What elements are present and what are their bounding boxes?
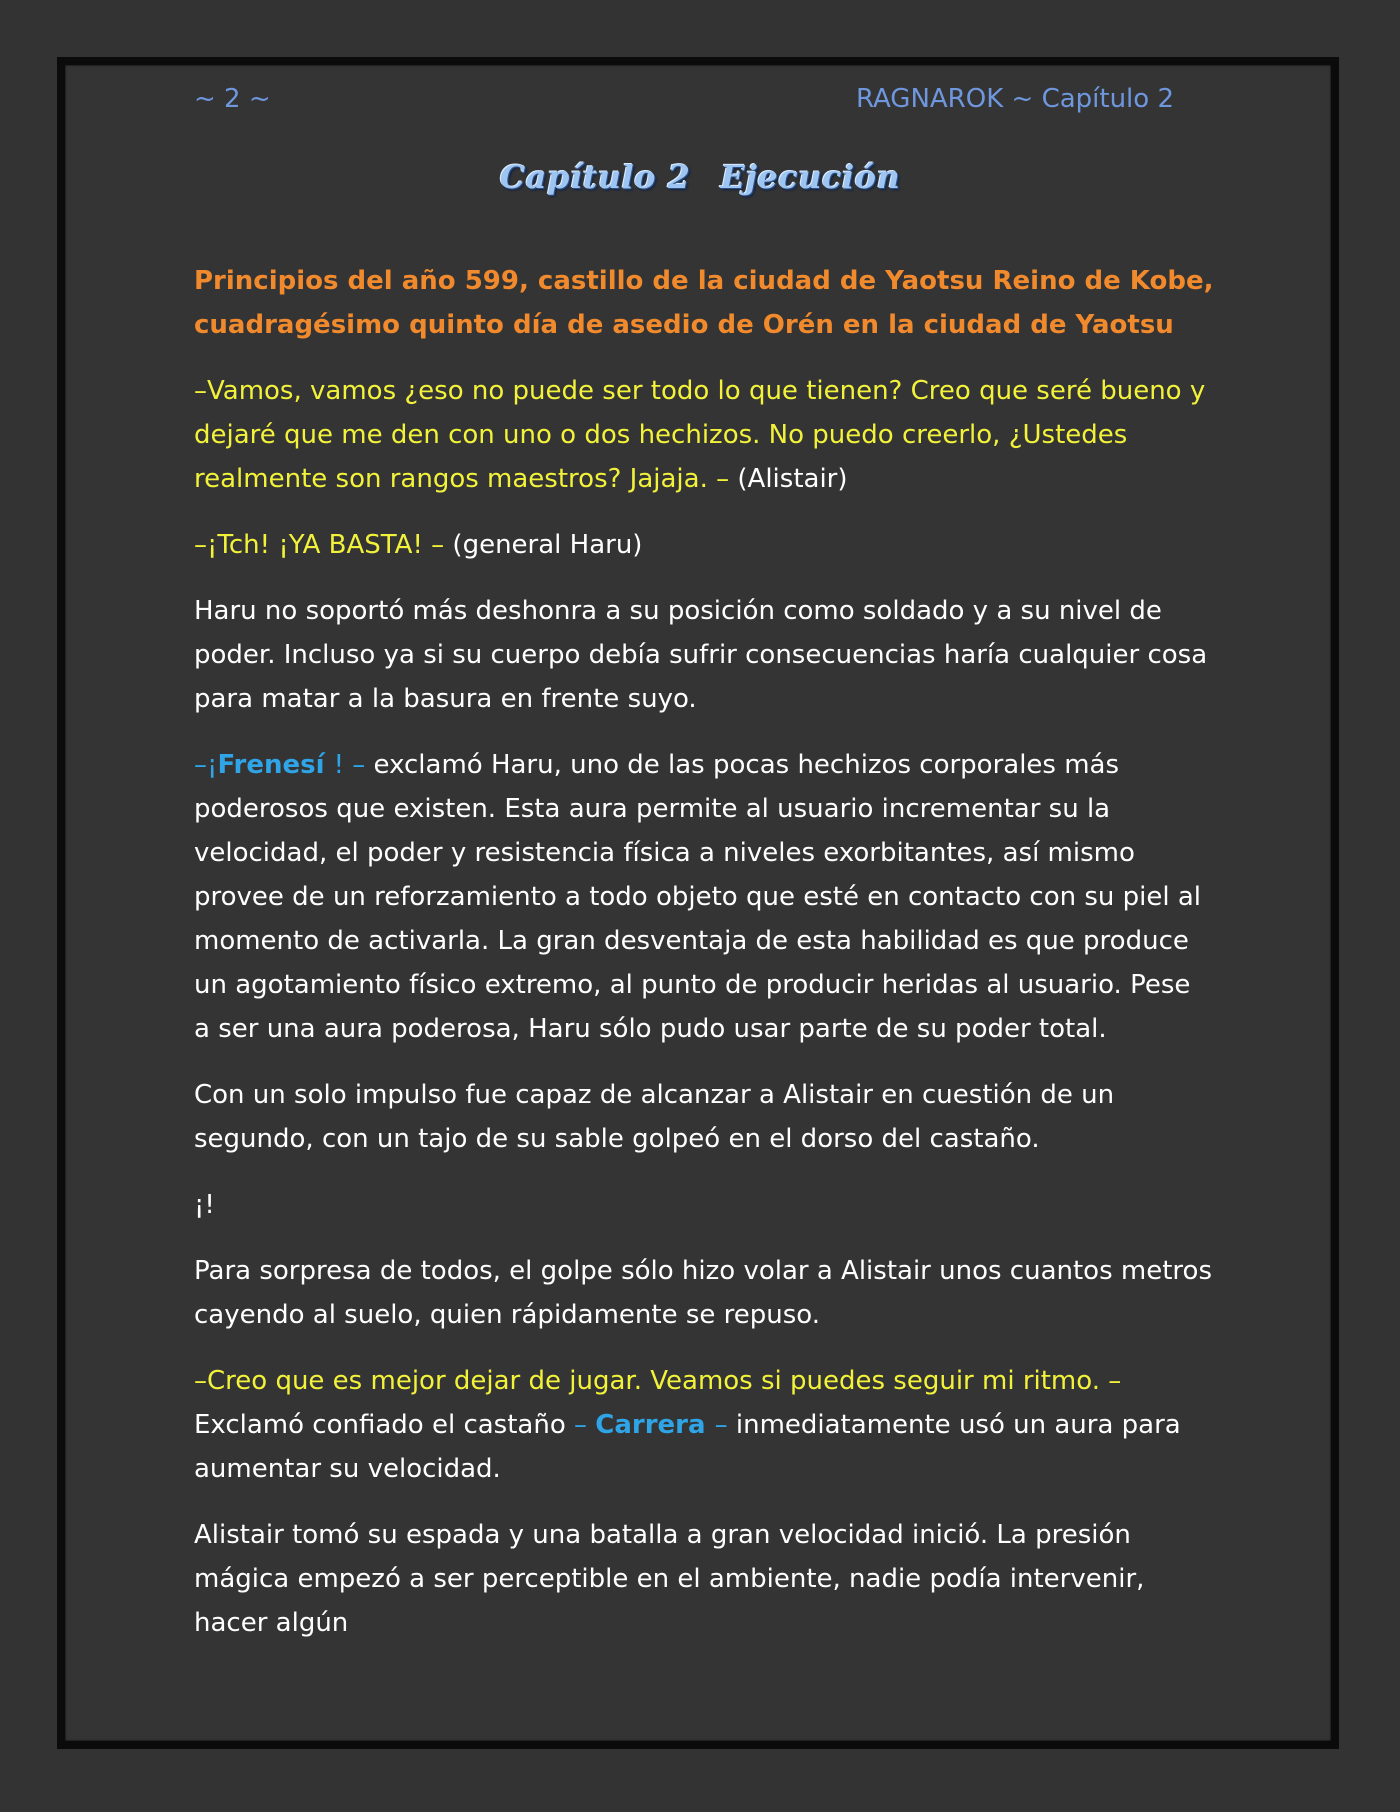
paragraph-carrera [194,1359,1214,1491]
dash: – [714,1410,728,1440]
running-title: RAGNAROK ~ Capítulo 2 [855,84,1174,114]
chapter-number: Capítulo 2 [499,158,691,196]
dash: ! – [333,750,366,780]
chapter-body [194,259,1214,1667]
paragraph-haru-shout [194,523,1214,567]
page-number: ~ 2 ~ [194,84,271,114]
dialogue: –Vamos, vamos ¿eso no puede ser todo lo que tienen? Creo que seré bueno y dejaré que me den con uno o dos hechizos. No puedo creerlo, ¿Ustedes realmente son rangos maestros? Jajaja. – [194,376,1206,494]
dialogue: –Creo que es mejor dejar de jugar. Veamos si puedes seguir mi ritmo. – [194,1366,1122,1396]
paragraph-narration: Haru no soportó más deshonra a su posición como soldado y a su nivel de poder. Incluso ya si su cuerpo debía sufrir consecuencias haría cualquier cosa para matar a la basura en frente suyo. [194,596,1208,714]
dash: –¡ [194,750,218,780]
spell-name: Carrera [595,1410,715,1440]
dialogue: –¡Tch! ¡YA BASTA! – [194,530,445,560]
narration: exclamó Haru, uno de las pocas hechizos corporales más poderosos que existen. Esta aura permite al usuario incrementar su la velocidad, el poder y resistencia física a niveles exorbitantes, así mismo provee de un reforzamiento a todo objeto que esté en contacto con su piel al momento de activarla. La gran desventaja de esta habilidad es que produce un agotamiento físico extremo, al punto de producir heridas al usuario. Pese a ser una aura poderosa, Haru sólo pudo usar parte de su poder total. [194,750,1202,1044]
paragraph-exclamation: ¡! [194,1190,215,1220]
speaker-tag: (Alistair) [729,464,848,494]
chapter-title [0,158,1400,196]
paragraph-narration: Con un solo impulso fue capaz de alcanzar a Alistair en cuestión de un segundo, con un tajo de su sable golpeó en el dorso del castaño. [194,1080,1115,1154]
narration: inmediatamente usó un aura para aumentar su velocidad. [194,1410,1181,1484]
scene-heading: Principios del año 599, castillo de la ciudad de Yaotsu Reino de Kobe, cuadragésimo quinto día de asedio de Orén en la ciudad de Yaotsu [194,266,1214,340]
speaker-tag: (general Haru) [444,530,643,560]
dash: – [574,1410,596,1440]
narration: Exclamó confiado el castaño [194,1410,575,1440]
paragraph-narration: Para sorpresa de todos, el golpe sólo hizo volar a Alistair unos cuantos metros cayendo al suelo, quien rápidamente se repuso. [194,1256,1212,1330]
paragraph-frenesi [194,743,1214,1051]
paragraph-narration: Alistair tomó su espada y una batalla a gran velocidad inició. La presión mágica empezó a ser perceptible en el ambiente, nadie podía intervenir, hacer algún [194,1520,1145,1638]
chapter-name: Ejecución [720,158,901,196]
spell-name: Frenesí [217,750,334,780]
paragraph-alistair-taunt [194,369,1214,501]
